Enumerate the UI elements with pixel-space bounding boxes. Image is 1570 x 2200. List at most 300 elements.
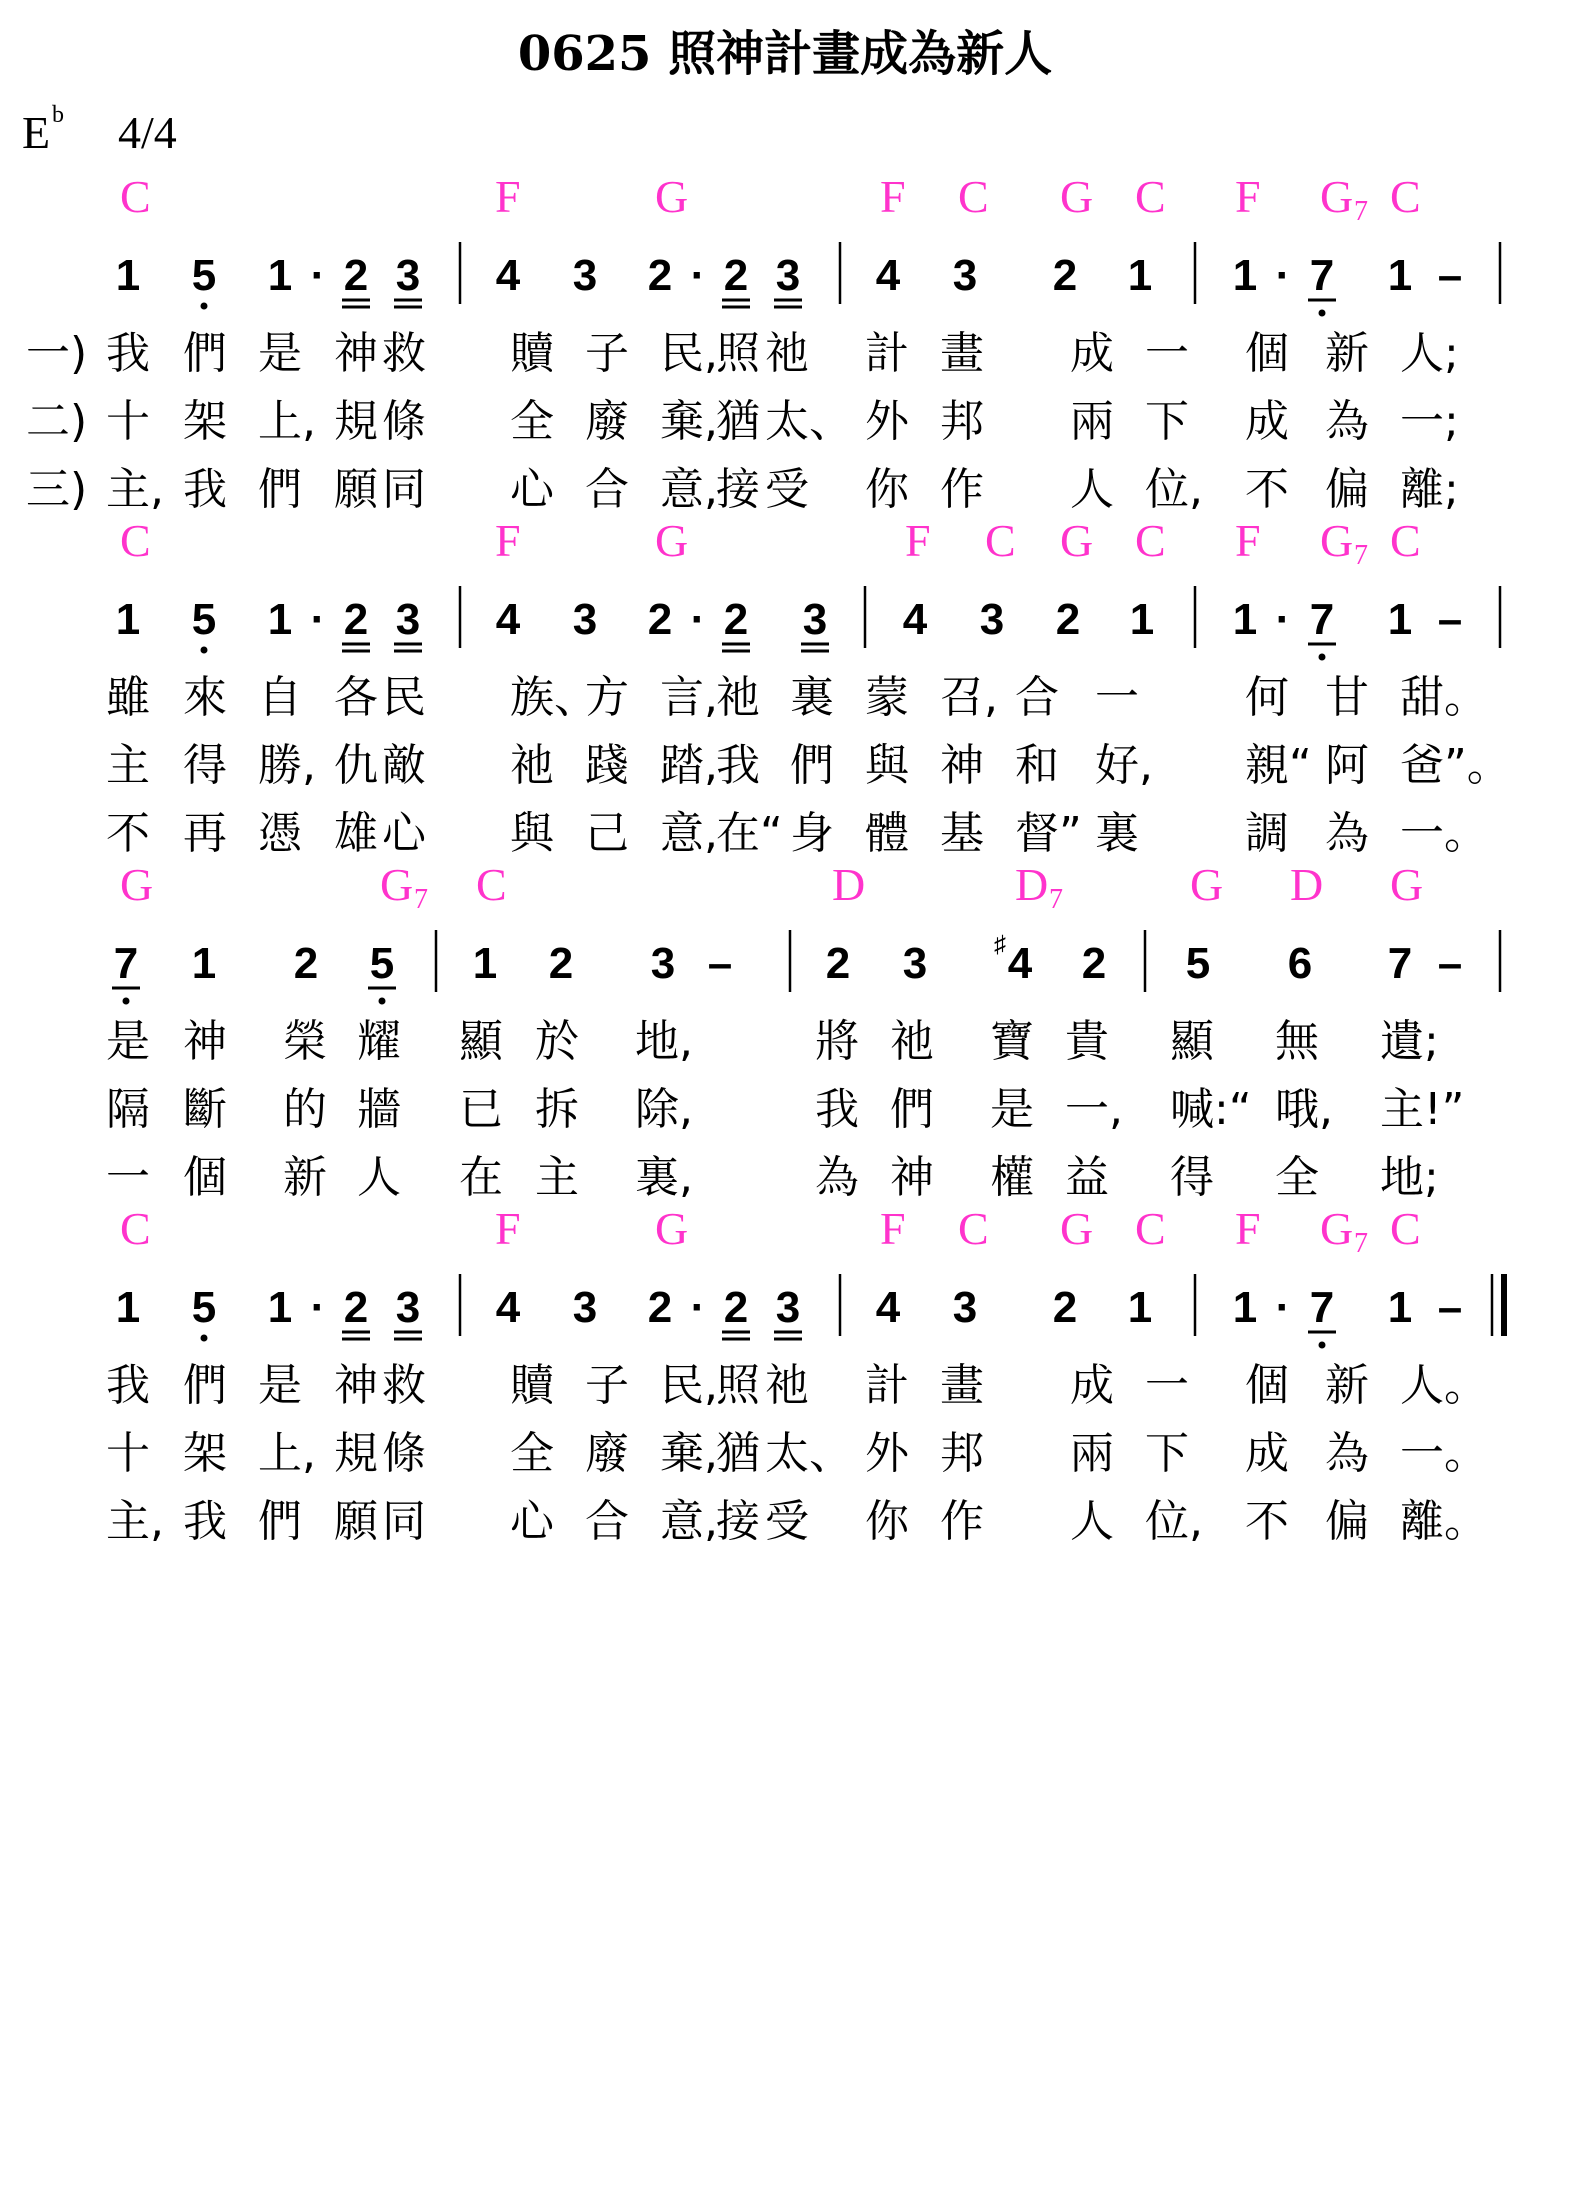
verse-3-line <box>26 464 1459 515</box>
note-digit: 5 <box>191 595 217 644</box>
verse-1-line <box>106 1360 1488 1411</box>
chord-symbol: F <box>880 1203 906 1254</box>
lyric-syllable: 位, <box>1145 1496 1203 1547</box>
note-digit: 3 <box>395 595 421 644</box>
chord-symbol: G <box>655 171 689 222</box>
lyric-syllable: 離; <box>1400 464 1459 515</box>
lyric-syllable: 太、 <box>765 396 853 447</box>
lyric-syllable: 下 <box>1145 1428 1189 1479</box>
chord-symbol: G <box>380 859 414 910</box>
lyric-syllable: 成 <box>1070 1360 1114 1411</box>
lyric-syllable: 全 <box>510 396 554 447</box>
note-digit: 2 <box>723 595 749 644</box>
note-digit: 1 <box>267 251 293 300</box>
note-digit: 4 <box>495 595 521 644</box>
lyric-syllable: 勝, <box>258 740 316 791</box>
dotted-rhythm-mark: · <box>310 251 326 300</box>
dotted-rhythm-mark: · <box>690 1283 706 1332</box>
chord-row <box>120 171 1421 227</box>
lyric-syllable: 的 <box>283 1084 327 1135</box>
note-digit: 2 <box>343 1283 369 1332</box>
chord-symbol: F <box>905 515 931 566</box>
note-digit: 3 <box>802 595 828 644</box>
lyric-syllable: 們 <box>790 740 834 791</box>
chord-symbol: F <box>1235 515 1261 566</box>
note-digit: 3 <box>775 251 801 300</box>
note-digit: 3 <box>572 1283 598 1332</box>
note-digit: 1 <box>115 251 141 300</box>
lyric-syllable: 各 <box>334 672 378 723</box>
note-digit: 1 <box>1127 251 1153 300</box>
note-digit: 4 <box>1007 939 1033 988</box>
lyric-syllable: 阿 <box>1325 740 1369 791</box>
note-digit: 2 <box>548 939 574 988</box>
lyric-syllable: 督” <box>1015 808 1082 859</box>
lyric-syllable: 和 <box>1015 740 1059 791</box>
lyric-syllable: 下 <box>1145 396 1189 447</box>
chord-symbol: G <box>655 1203 689 1254</box>
verse-2-line <box>106 1428 1488 1479</box>
note-digit: 1 <box>1127 1283 1153 1332</box>
lyric-syllable: 畫 <box>940 328 984 379</box>
note-digit: 1 <box>1232 1283 1258 1332</box>
lyric-syllable: 位, <box>1145 464 1203 515</box>
lyric-syllable: 與 <box>865 740 909 791</box>
chord-symbol: F <box>880 171 906 222</box>
note-digit: 7 <box>113 939 139 988</box>
lyric-syllable: 牆 <box>357 1084 401 1135</box>
chord-symbol: C <box>120 171 151 222</box>
note-digit: 4 <box>495 1283 521 1332</box>
lyric-syllable: 貴 <box>1065 1016 1109 1067</box>
lyric-syllable: 我 <box>815 1084 859 1135</box>
lyric-syllable: 計 <box>865 1360 909 1411</box>
note-digit: 3 <box>572 595 598 644</box>
note-digit: 4 <box>902 595 928 644</box>
verse-2-line <box>106 1084 1464 1135</box>
note-digit: 5 <box>191 251 217 300</box>
lyric-syllable: 為 <box>1325 396 1369 447</box>
lyric-syllable: 民, <box>660 328 718 379</box>
chord-row <box>120 1203 1421 1259</box>
lyric-syllable: 神 <box>940 740 984 791</box>
lyric-syllable: 子 <box>585 328 629 379</box>
note-digit: 1 <box>267 1283 293 1332</box>
chord-symbol: C <box>1135 515 1166 566</box>
lyric-syllable: 願 <box>334 1496 378 1547</box>
song-title: 0625 照神計畫成為新人 <box>517 26 1053 82</box>
lyric-syllable: 猶 <box>716 396 760 447</box>
chord-symbol: F <box>1235 171 1261 222</box>
lyric-syllable: 一 <box>1145 328 1189 379</box>
chord-symbol: C <box>1390 1203 1421 1254</box>
low-octave-dot <box>379 998 386 1005</box>
sustain-dash: – <box>1437 1283 1463 1332</box>
verse-2-line <box>26 396 1459 447</box>
sustain-dash: – <box>707 939 733 988</box>
system-4 <box>106 1203 1504 1547</box>
lyric-syllable: 言, <box>660 672 718 723</box>
notation-row <box>116 242 1500 317</box>
lyric-syllable: 合 <box>585 1496 629 1547</box>
sustain-dash: – <box>1437 939 1463 988</box>
lyric-syllable: 斷 <box>183 1084 227 1135</box>
lyric-syllable: 主 <box>106 740 150 791</box>
lyric-syllable: 接 <box>716 464 760 515</box>
key-accidental: b <box>52 102 64 128</box>
chord-subscript: 7 <box>1354 1228 1368 1259</box>
note-digit: 1 <box>472 939 498 988</box>
chord-symbol: G <box>1320 515 1354 566</box>
note-digit: 1 <box>1129 595 1155 644</box>
note-digit: 3 <box>775 1283 801 1332</box>
lyric-rows <box>106 1360 1488 1547</box>
lyric-syllable: 我 <box>183 1496 227 1547</box>
lyric-syllable: 人; <box>1400 328 1459 379</box>
lyric-syllable: 為 <box>1325 1428 1369 1479</box>
lyric-syllable: 一 <box>1145 1360 1189 1411</box>
note-digit: 4 <box>875 251 901 300</box>
lyric-syllable: 贖 <box>510 1360 554 1411</box>
note-digit: 4 <box>495 251 521 300</box>
lyric-syllable: 體 <box>865 808 909 859</box>
sustain-dash: – <box>1437 251 1463 300</box>
lyric-syllable: 寶 <box>990 1016 1034 1067</box>
lyric-syllable: 再 <box>183 808 227 859</box>
lyric-syllable: 全 <box>510 1428 554 1479</box>
note-digit: 1 <box>1232 251 1258 300</box>
verse-3-line <box>106 808 1488 859</box>
chord-row <box>120 859 1423 915</box>
verse-2-line <box>106 740 1511 791</box>
lyric-syllable: 人 <box>357 1152 401 1203</box>
lyric-rows <box>26 328 1459 515</box>
lyric-syllable: 救 <box>382 1360 426 1411</box>
lyric-syllable: 不 <box>106 808 150 859</box>
note-digit: 3 <box>395 1283 421 1332</box>
lyric-syllable: 將 <box>815 1016 859 1067</box>
lyric-syllable: 祂 <box>765 328 809 379</box>
lyric-syllable: 得 <box>183 740 227 791</box>
lyric-syllable: 祂 <box>510 740 554 791</box>
chord-symbol: G <box>1390 859 1424 910</box>
lyric-syllable: 是 <box>258 328 302 379</box>
chord-symbol: G <box>1190 859 1224 910</box>
lyric-syllable: 受 <box>765 464 809 515</box>
note-digit: 2 <box>293 939 319 988</box>
lyric-syllable: 成 <box>1070 328 1114 379</box>
lyric-syllable: 人 <box>1070 1496 1114 1547</box>
lyric-syllable: 民, <box>660 1360 718 1411</box>
lyric-syllable: 我 <box>716 740 760 791</box>
dotted-rhythm-mark: · <box>310 595 326 644</box>
lyric-syllable: 新 <box>283 1152 327 1203</box>
lyric-syllable: 們 <box>258 1496 302 1547</box>
note-digit: 2 <box>1052 251 1078 300</box>
lyric-syllable: 不 <box>1245 1496 1289 1547</box>
lyric-syllable: 意, <box>660 808 718 859</box>
lyric-syllable: 一, <box>1065 1084 1123 1135</box>
lyric-syllable: 廢 <box>585 396 629 447</box>
lyric-syllable: 作 <box>940 464 984 515</box>
lyric-syllable: 何 <box>1245 672 1289 723</box>
lyric-syllable: 意, <box>660 464 718 515</box>
lyric-syllable: 神 <box>334 1360 378 1411</box>
verse-1-line <box>106 1016 1439 1067</box>
lyric-syllable: 裏 <box>790 672 834 723</box>
note-digit: 2 <box>723 1283 749 1332</box>
note-digit: 4 <box>875 1283 901 1332</box>
lyric-syllable: 接 <box>716 1496 760 1547</box>
chord-symbol: D <box>1015 859 1049 910</box>
lyric-syllable: 是 <box>258 1360 302 1411</box>
note-digit: 2 <box>723 251 749 300</box>
chord-subscript: 7 <box>1354 540 1368 571</box>
note-digit: 6 <box>1287 939 1313 988</box>
lyric-syllable: 雄 <box>334 808 378 859</box>
lyric-syllable: 調 <box>1245 808 1289 859</box>
note-digit: 5 <box>191 1283 217 1332</box>
dotted-rhythm-mark: · <box>1275 251 1291 300</box>
lyric-syllable: 踏, <box>660 740 718 791</box>
lyric-syllable: 離。 <box>1400 1496 1488 1547</box>
chord-symbol: C <box>958 171 989 222</box>
lyric-syllable: 主!” <box>1380 1084 1465 1135</box>
lyric-syllable: 神 <box>183 1016 227 1067</box>
chord-symbol: C <box>120 515 151 566</box>
low-octave-dot <box>201 303 208 310</box>
note-digit: 1 <box>191 939 217 988</box>
lyric-syllable: 自 <box>258 672 302 723</box>
verse-3-line <box>106 1152 1439 1203</box>
lyric-syllable: 太、 <box>765 1428 853 1479</box>
lyric-syllable: 裏 <box>1095 808 1139 859</box>
lyric-syllable: 隔 <box>106 1084 150 1135</box>
lyric-syllable: 來 <box>183 672 227 723</box>
lyric-syllable: 民 <box>382 672 426 723</box>
lyric-syllable: 甘 <box>1325 672 1369 723</box>
lyric-syllable: 偏 <box>1325 464 1369 515</box>
lyric-syllable: 外 <box>865 396 909 447</box>
lyric-syllable: 們 <box>258 464 302 515</box>
lyric-rows <box>106 672 1511 859</box>
lyric-syllable: 願 <box>334 464 378 515</box>
lyric-syllable: 召, <box>940 672 998 723</box>
lyric-syllable: 方 <box>585 672 629 723</box>
lyric-syllable: 憑 <box>258 808 302 859</box>
lyric-syllable: 一 <box>106 1152 150 1203</box>
lyric-syllable: 猶 <box>716 1428 760 1479</box>
chord-symbol: G <box>1320 1203 1354 1254</box>
dotted-rhythm-mark: · <box>1275 595 1291 644</box>
note-digit: 3 <box>572 251 598 300</box>
lyric-syllable: 心 <box>510 464 554 515</box>
lyric-syllable: 我 <box>106 1360 150 1411</box>
dotted-rhythm-mark: · <box>690 595 706 644</box>
lyric-syllable: 神 <box>890 1152 934 1203</box>
lyric-syllable: 身 <box>790 808 834 859</box>
note-digit: 1 <box>1387 1283 1413 1332</box>
note-digit: 2 <box>647 251 673 300</box>
lyric-syllable: 合 <box>585 464 629 515</box>
lyric-syllable: 踐 <box>585 740 629 791</box>
lyric-syllable: 甜。 <box>1400 672 1488 723</box>
note-digit: 2 <box>1055 595 1081 644</box>
note-digit: 5 <box>369 939 395 988</box>
verse-3-line <box>106 1496 1488 1547</box>
note-digit: 3 <box>902 939 928 988</box>
lyric-syllable: 一 <box>1095 672 1139 723</box>
lyric-syllable: 已 <box>459 1084 503 1135</box>
lyric-syllable: 贖 <box>510 328 554 379</box>
lyric-syllable: 作 <box>940 1496 984 1547</box>
system-3 <box>106 859 1500 1203</box>
lyric-syllable: 子 <box>585 1360 629 1411</box>
note-digit: 1 <box>115 1283 141 1332</box>
lyric-syllable: 照 <box>716 328 760 379</box>
note-digit: 1 <box>1232 595 1258 644</box>
chord-symbol: G <box>1320 171 1354 222</box>
low-octave-dot <box>201 1335 208 1342</box>
lyric-syllable: 們 <box>183 1360 227 1411</box>
low-octave-dot <box>123 998 130 1005</box>
lyric-syllable: 上, <box>258 396 316 447</box>
lyric-syllable: 益 <box>1065 1152 1109 1203</box>
lyric-syllable: 一。 <box>1400 808 1488 859</box>
lyric-syllable: 族、 <box>510 672 598 723</box>
note-digit: 5 <box>1185 939 1211 988</box>
chord-symbol: D <box>1290 859 1324 910</box>
lyric-rows <box>106 1016 1464 1203</box>
lyric-syllable: 與 <box>510 808 554 859</box>
lyric-syllable: 規 <box>334 1428 378 1479</box>
lyric-syllable: 十 <box>106 396 150 447</box>
verse-number: 一) <box>26 328 88 379</box>
music-systems <box>26 171 1511 1547</box>
lyric-syllable: 無 <box>1275 1016 1319 1067</box>
note-digit: 1 <box>115 595 141 644</box>
chord-symbol: C <box>1390 171 1421 222</box>
lyric-syllable: 們 <box>183 328 227 379</box>
lyric-syllable: 全 <box>1275 1152 1319 1203</box>
chord-symbol: F <box>495 515 521 566</box>
note-digit: 7 <box>1387 939 1413 988</box>
lyric-syllable: 拆 <box>535 1084 579 1135</box>
lyric-syllable: 成 <box>1245 396 1289 447</box>
lyric-syllable: 條 <box>382 1428 426 1479</box>
verse-1-line <box>26 328 1459 379</box>
lyric-syllable: 我 <box>183 464 227 515</box>
lyric-syllable: 為 <box>1325 808 1369 859</box>
note-digit: 2 <box>1052 1283 1078 1332</box>
lyric-syllable: 權 <box>990 1152 1034 1203</box>
lyric-syllable: 邦 <box>940 396 984 447</box>
lyric-syllable: 蒙 <box>865 672 909 723</box>
lyric-syllable: 顯 <box>1170 1016 1214 1067</box>
low-octave-dot <box>201 647 208 654</box>
note-digit: 2 <box>647 1283 673 1332</box>
key-letter: E <box>22 107 51 158</box>
lyric-syllable: 外 <box>865 1428 909 1479</box>
lyric-syllable: 個 <box>1245 1360 1289 1411</box>
note-digit: 3 <box>650 939 676 988</box>
chord-subscript: 7 <box>414 884 428 915</box>
lyric-syllable: 棄, <box>660 1428 718 1479</box>
notation-row <box>116 586 1500 661</box>
lyric-syllable: 心 <box>382 808 426 859</box>
chord-subscript: 7 <box>1354 196 1368 227</box>
lyric-syllable: 一。 <box>1400 1428 1488 1479</box>
lyric-syllable: 神 <box>334 328 378 379</box>
chord-symbol: C <box>120 1203 151 1254</box>
lyric-syllable: 親“ <box>1245 740 1312 791</box>
lyric-syllable: 在“ <box>716 808 783 859</box>
system-2 <box>106 515 1511 859</box>
chord-symbol: G <box>120 859 154 910</box>
lyric-syllable: 耀 <box>357 1016 401 1067</box>
lyric-syllable: 成 <box>1245 1428 1289 1479</box>
lyric-syllable: 計 <box>865 328 909 379</box>
lyric-syllable: 兩 <box>1070 1428 1114 1479</box>
lyric-syllable: 主 <box>535 1152 579 1203</box>
note-digit: 7 <box>1309 595 1335 644</box>
chord-symbol: G <box>1060 515 1094 566</box>
chord-symbol: C <box>1135 171 1166 222</box>
note-digit: 3 <box>395 251 421 300</box>
lyric-syllable: 邦 <box>940 1428 984 1479</box>
chord-symbol: F <box>1235 1203 1261 1254</box>
lyric-syllable: 救 <box>382 328 426 379</box>
lyric-syllable: 新 <box>1325 1360 1369 1411</box>
lyric-syllable: 兩 <box>1070 396 1114 447</box>
lyric-syllable: 偏 <box>1325 1496 1369 1547</box>
lyric-syllable: 同 <box>382 464 426 515</box>
sustain-dash: – <box>1437 595 1463 644</box>
lyric-syllable: 棄, <box>660 396 718 447</box>
low-octave-dot <box>1319 310 1326 317</box>
notation-row <box>112 930 1500 1005</box>
low-octave-dot <box>1319 1342 1326 1349</box>
lyric-syllable: 條 <box>382 396 426 447</box>
lyric-syllable: 你 <box>865 464 909 515</box>
lyric-syllable: 主, <box>106 464 164 515</box>
chord-symbol: F <box>495 171 521 222</box>
lyric-syllable: 心 <box>510 1496 554 1547</box>
lyric-syllable: 榮 <box>283 1016 327 1067</box>
lyric-syllable: 畫 <box>940 1360 984 1411</box>
lyric-syllable: 個 <box>1245 328 1289 379</box>
key-signature <box>22 102 64 158</box>
lyric-syllable: 是 <box>990 1084 1034 1135</box>
lyric-syllable: 基 <box>940 808 984 859</box>
lyric-syllable: 人 <box>1070 464 1114 515</box>
lyric-syllable: 祂 <box>765 1360 809 1411</box>
chord-symbol: C <box>476 859 507 910</box>
lyric-syllable: 主, <box>106 1496 164 1547</box>
lyric-syllable: 架 <box>183 396 227 447</box>
notation-row <box>116 1274 1504 1349</box>
chord-symbol: G <box>655 515 689 566</box>
lyric-syllable: 祂 <box>890 1016 934 1067</box>
lyric-syllable: 照 <box>716 1360 760 1411</box>
dotted-rhythm-mark: · <box>690 251 706 300</box>
note-digit: 2 <box>825 939 851 988</box>
lyric-syllable: 地; <box>1380 1152 1439 1203</box>
chord-subscript: 7 <box>1049 884 1063 915</box>
lyric-syllable: 遺; <box>1380 1016 1439 1067</box>
note-digit: 2 <box>343 251 369 300</box>
lyric-syllable: 規 <box>334 396 378 447</box>
